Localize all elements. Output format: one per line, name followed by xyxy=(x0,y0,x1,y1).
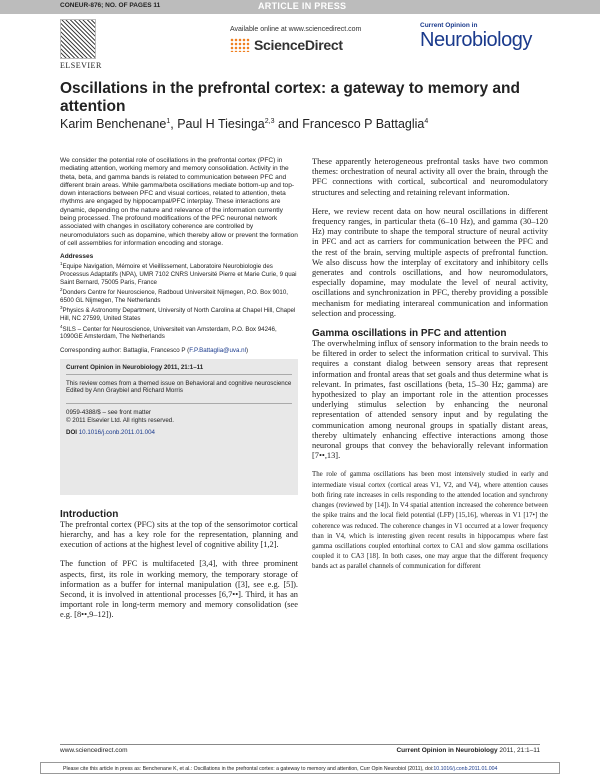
corresponding-label: Corresponding author: Battaglia, Francesco P ( xyxy=(60,346,190,354)
footer-website: www.sciencedirect.com xyxy=(60,747,128,754)
author-affiliation: 1 xyxy=(166,117,171,125)
elsevier-tree-icon xyxy=(60,19,96,59)
citation-text xyxy=(63,766,497,772)
author-name: Paul H Tiesinga xyxy=(177,117,265,131)
journal-header xyxy=(60,16,540,76)
address-item xyxy=(60,286,298,304)
footer-journal-name: Current Opinion in Neurobiology xyxy=(396,747,498,754)
copyright-text: © 2011 Elsevier Ltd. All rights reserved. xyxy=(66,416,174,424)
footer-journal xyxy=(396,747,540,754)
doi-link[interactable]: 10.1016/j.conb.2011.01.004 xyxy=(78,429,155,437)
address-item xyxy=(60,260,298,286)
publisher-name: ELSEVIER xyxy=(60,61,102,70)
intro-paragraph-2: The function of PFC is multifaceted [3,4], with three prominent aspects, first, its role in working memory, the temporary storage of information as a buffer for internal manipulation ([3], see e.g. [5]). Second, it is involved in attentional processes [6,7••]. Third, it has an important role in long-term memory and memory consolidation (see e.g. [8••,9–12]). xyxy=(60,559,298,620)
gamma-paragraph-1: The overwhelming influx of sensory information to the brain needs to be filtered in order to select the information critical to survival. This requires a constant dialog between sensory areas that represent information and frontal areas that set goals and thus determine what is relevant. In primates, fast oscillations (beta, 15–30 Hz; gamma) are hypothesized to play an important role in the attention processes underlying stimulus selection by enhancing the neuronal representation of attended sensory input and by regulating the communication among neuronal groups in spatially distant areas, thereby ultimately enhancing effective interactions among those neuronal groups that convey the behaviorally relevant information [7••,13]. xyxy=(312,339,548,461)
author-separator: and xyxy=(274,117,303,131)
right-body xyxy=(312,157,548,319)
sciencedirect-dots-icon xyxy=(230,38,250,52)
issn-text: 0959-4388/$ – see front matter xyxy=(66,409,151,417)
address-marker: 4 xyxy=(60,323,63,329)
address-text: Physics & Astronomy Department, University of North Carolina at Chapel Hill, Chapel Hill, NC 27599, United States xyxy=(60,307,296,323)
left-column xyxy=(60,157,298,630)
issue-info-heading: Current Opinion in Neurobiology 2011, 21:1–11 xyxy=(66,364,292,375)
author-separator: , xyxy=(170,117,178,131)
abstract: We consider the potential role of oscillations in the prefrontal cortex (PFC) in mediating attention, working memory and memory consolidation. Activity in the theta, beta, and gamma bands is related to communication between PFC and different brain areas. While gamma/beta oscillations mediate bottom-up and top-down interactions between PFC and visual cortices, related to attention, theta rhythms are engaged by hippocampal/PFC interplay. These interactions are dynamic, depending on the nature and relevance of the information currently being processed. The profound modifications of the PFC neuronal network associated with changes in oscillatory coherence are controlled by neuromodulators such as dopamine, which thereby allow or prevent the formation of cell assemblies for information encoding and storage. xyxy=(60,157,298,247)
author-name: Francesco P Battaglia xyxy=(302,117,425,131)
top-status-bar xyxy=(0,0,600,14)
citation-doi-link[interactable]: 10.1016/j.conb.2011.01.004 xyxy=(433,766,498,772)
address-text: SILS – Center for Neuroscience, Universiteit van Amsterdam, P.O. Box 94246, 1090GE Amsterdam, The Netherlands xyxy=(60,325,277,341)
page-footer xyxy=(60,744,540,756)
corresponding-author xyxy=(60,347,298,354)
sciencedirect-logo: ScienceDirect xyxy=(254,37,343,53)
right-paragraph-1: These apparently heterogeneous prefrontal tasks have two common themes: orchestration of neural activity all over the brain, through the PFC connections with cortical, subcortical and neuromodulatory structures and selecting and retaining relevant information. xyxy=(312,157,548,197)
available-online-text: Available online at www.sciencedirect.com xyxy=(230,26,362,33)
intro-body xyxy=(60,520,298,621)
doi-line xyxy=(66,429,292,436)
address-marker: 2 xyxy=(60,287,63,293)
gamma-paragraph-2: The role of gamma oscillations has been most intensively studied in early and intermediate visual cortex (cortical areas V1, V2, and V4), where attention causes both firing rate increases in cells responding to the attended location and synchrony changes (reviewed by [14]). In V4 spatial attention increased the coherence between the spike trains and the local field potential (LFP) [15,16], whereas in V1 [17•] the coherence was reduced. The coherence changes in V1 occurred at a lower frequency than in V4, which is interesting given recent results in hippocampus where fast gamma oscillations coupled entorhinal cortex to CA1 and slow gamma oscillations coupled it to CA3 [18]. In both cases, one may argue that the different frequency bands act as parallel channels of communication for different xyxy=(312,471,548,571)
address-text: Equipe Navigation, Mémoire et Vieillissement, Laboratoire Neurobiologie des Processus Adaptatifs (NPA), UMR 7102 CNRS Université Pierre et Marie Curie, 9 quai Saint Bernard, 75005 Paris, France xyxy=(60,263,297,286)
citation-bar xyxy=(40,762,560,774)
address-marker: 1 xyxy=(60,261,63,267)
addresses-heading: Addresses xyxy=(60,253,94,261)
address-item xyxy=(60,323,298,341)
right-paragraph-2: Here, we review recent data on how neural oscillations in different frequency ranges, in particular theta (6–10 Hz), and gamma (30–120 Hz) may contribute to shape the temporal structure of neural activity in PFC and act as carriers for communication between the PFC and the rest of the brain, serving multiple aspects of prefrontal function. We also discuss how the interplay of excitatory and inhibitory cells generates and controls oscillations, and how neuromodulators, especially dopamine, may modulate the level of neural activity, oscillations and synchronization in PFC, thereby providing a possible mechanism for mediating interareal communication and information selection and processing. xyxy=(312,206,548,318)
manuscript-ref: CONEUR-876; NO. OF PAGES 11 xyxy=(60,2,161,9)
author-affiliation: 4 xyxy=(424,117,429,125)
elsevier-logo xyxy=(60,19,100,71)
right-column xyxy=(312,157,548,582)
intro-heading: Introduction xyxy=(60,508,119,520)
intro-paragraph-1: The prefrontal cortex (PFC) sits at the top of the sensorimotor cortical hierarchy, and has a key role for the representation, planning and execution of actions at the highest level of cognitive ability [1,2]. xyxy=(60,519,298,550)
gamma-heading: Gamma oscillations in PFC and attention xyxy=(312,328,507,340)
corresponding-email-link[interactable]: F.P.Battaglia@uva.nl xyxy=(189,346,246,354)
article-status: ARTICLE IN PRESS xyxy=(258,1,347,11)
author-list xyxy=(60,117,540,131)
article-title: Oscillations in the prefrontal cortex: a gateway to memory and attention xyxy=(60,80,520,115)
issue-info-text: This review comes from a themed issue on Behavioral and cognitive neuroscience Edited by Ann Graybiel and Richard Morris xyxy=(66,379,292,395)
journal-logo-small: Current Opinion in xyxy=(420,22,478,29)
address-item xyxy=(60,304,298,322)
doi-label: DOI xyxy=(66,429,79,437)
address-marker: 3 xyxy=(60,305,63,311)
author-name: Karim Benchenane xyxy=(60,117,167,131)
issue-info-box xyxy=(60,359,298,495)
footer-issue: 2011, 21:1–11 xyxy=(497,747,540,754)
journal-logo xyxy=(420,22,544,68)
gamma-body xyxy=(312,339,548,572)
issue-info-divider xyxy=(66,403,292,404)
address-text: Donders Centre for Neuroscience, Radboud Universiteit Nijmegen, P.O. Box 9010, 6500 GL Nijmegen, The Netherlands xyxy=(60,289,289,304)
citation-body: Please cite this article in press as: Benchenane K, et al.: Oscillations in the prefrontal cortex: a gateway to memory and attention, Curr Opin Neurobiol (2011), doi: xyxy=(63,766,434,772)
journal-logo-big: Neurobiology xyxy=(420,29,532,51)
corresponding-close: ) xyxy=(245,346,249,354)
author-affiliation: 2,3 xyxy=(264,117,275,125)
